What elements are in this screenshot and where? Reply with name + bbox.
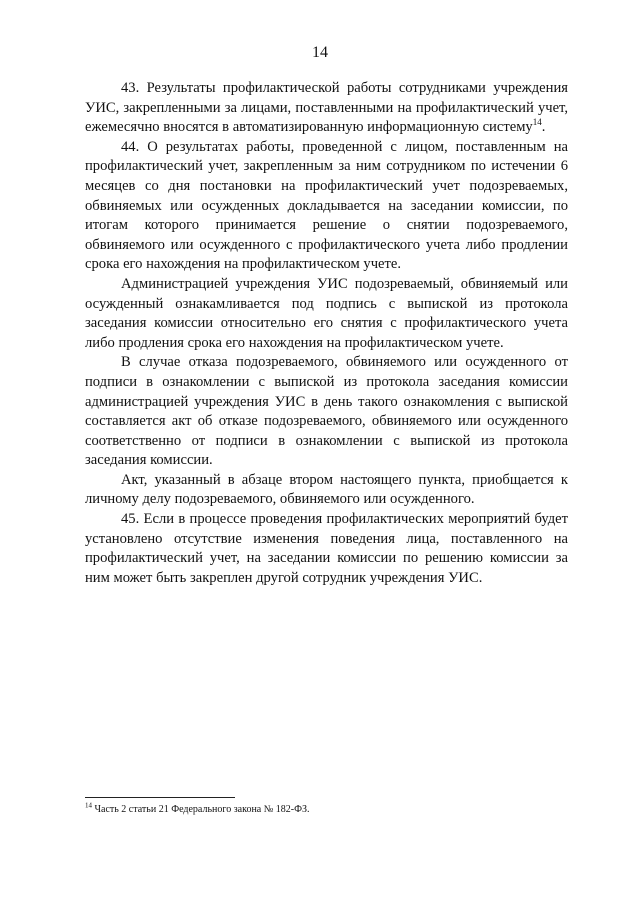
paragraph-item-44 (85, 138, 568, 275)
paragraph-text: 44. О результатах работы, проведенной с лицом, поставленным на профилактический учет, закрепленным за ним сотрудником по истечении 6 месяцев со дня постановки на профилактический учет подозреваемых, обвиняемых или осужденных докладывается на заседании комиссии, по итогам которого принимается решение о снятии подозреваемого, обвиняемого или осужденного с профилактического учета либо продлении срока его нахождения на профилактическом учете. (85, 138, 568, 273)
paragraph-item-43 (85, 79, 568, 138)
footnote (85, 803, 568, 816)
paragraph-text: 43. Результаты профилактической работы сотрудниками учреждения УИС, закрепленными за лицами, поставленными на профилактический учет, ежемесячно вносятся в автоматизированную информационную систему (85, 80, 568, 136)
page-number: 14 (312, 44, 328, 61)
paragraph-text: Акт, указанный в абзаце втором настоящего пункта, приобщается к личному делу подозреваемого, обвиняемого или осужденного. (85, 471, 568, 508)
paragraph-item-45 (85, 510, 568, 588)
paragraph-item-44-part-3 (85, 353, 568, 471)
paragraph-item-44-part-2 (85, 275, 568, 353)
footnote-number: 14 (85, 801, 92, 810)
paragraph-item-44-part-4 (85, 471, 568, 510)
paragraph-text: Администрацией учреждения УИС подозреваемый, обвиняемый или осужденный ознакамливается под подпись с выпиской из протокола заседания комиссии относительно его снятия с профилактического учета либо продления срока его нахождения на профилактическом учете. (85, 275, 568, 351)
footnote-divider (85, 797, 235, 798)
footnote-reference: 14 (532, 117, 542, 128)
document-body (85, 79, 568, 588)
paragraph-end-punctuation: . (541, 119, 546, 136)
paragraph-text: В случае отказа подозреваемого, обвиняемого или осужденного от подписи в ознакомлении с выпиской из протокола заседания комиссии администрацией учреждения УИС в день такого ознакомления с выпиской составляется акт об отказе подозреваемого, обвиняемого или осужденного соответственно от подписи в ознакомлении с выпиской из протокола заседания комиссии. (85, 354, 568, 469)
footnote-text: Часть 2 статьи 21 Федерального закона № 182-ФЗ. (92, 804, 310, 815)
paragraph-text: 45. Если в процессе проведения профилактических мероприятий будет установлено отсутствие изменения поведения лица, поставленного на профилактический учет, на заседании комиссии по решению комиссии за ним может быть закреплен другой сотрудник учреждения УИС. (85, 511, 568, 586)
